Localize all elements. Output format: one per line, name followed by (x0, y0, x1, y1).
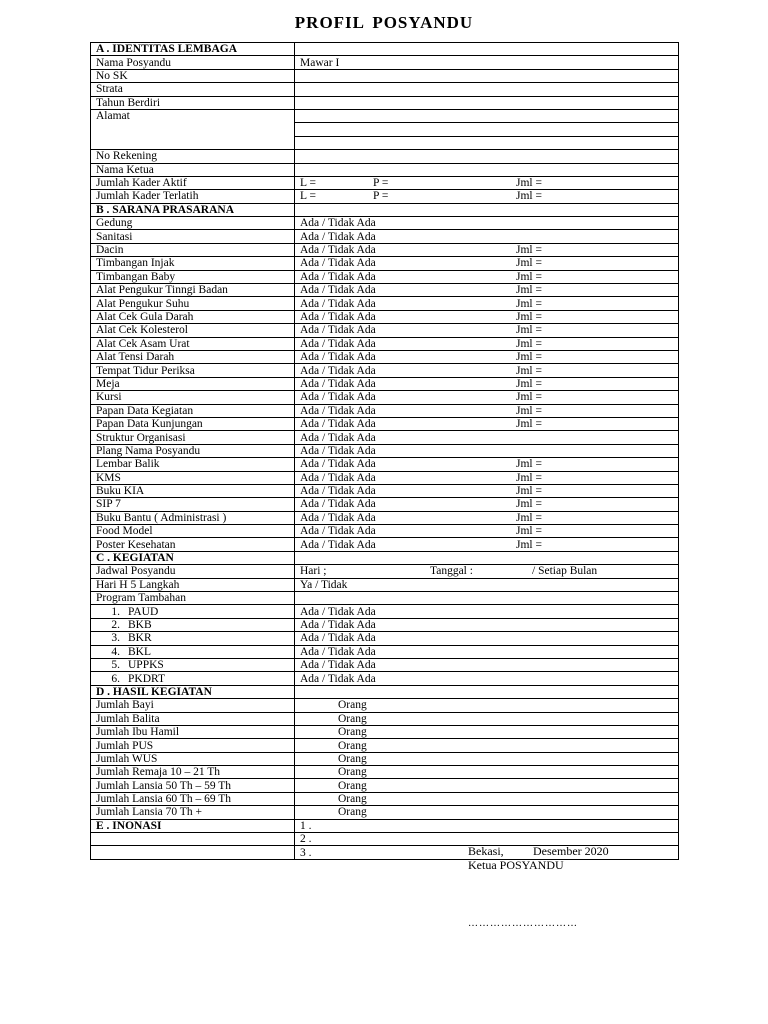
sarana-ada-tidak-ada: Ada / Tidak Ada (300, 511, 376, 524)
table-row (91, 458, 679, 471)
inovasi-item-2[interactable]: 2 . (295, 833, 679, 846)
sarana-ada-tidak-ada: Ada / Tidak Ada (300, 377, 376, 390)
table-row (91, 725, 679, 738)
sarana-item-value[interactable] (295, 270, 679, 283)
sarana-jml: Jml = (516, 377, 542, 390)
no-sk-label: No SK (91, 69, 295, 82)
program-number: 1. (111, 605, 120, 618)
table-row (91, 618, 679, 631)
sarana-item-label: Alat Cek Asam Urat (91, 337, 295, 350)
table-row (91, 417, 679, 430)
table-row (91, 484, 679, 497)
sarana-item-value[interactable] (295, 310, 679, 323)
no-rekening-value[interactable] (295, 150, 679, 163)
table-row (91, 176, 679, 189)
table-row (91, 96, 679, 109)
table-row (91, 364, 679, 377)
sarana-jml: Jml = (516, 525, 542, 538)
page-title: PROFIL POSYANDU (294, 13, 474, 32)
hari-h5-label: Hari H 5 Langkah (91, 578, 295, 591)
program-item-value[interactable]: Ada / Tidak Ada (295, 672, 679, 685)
program-item-label (91, 618, 295, 631)
hasil-item-value[interactable] (295, 725, 679, 738)
hasil-unit-orang: Orang (338, 779, 367, 792)
sarana-item-label: Alat Cek Kolesterol (91, 324, 295, 337)
alamat-value-2[interactable] (295, 123, 679, 136)
sarana-jml: Jml = (516, 498, 542, 511)
sarana-item-value[interactable] (295, 284, 679, 297)
sarana-item-label: Alat Pengukur Tinngi Badan (91, 284, 295, 297)
section-d-header: D . HASIL KEGIATAN (91, 685, 295, 698)
hasil-item-label: Jumlah Lansia 70 Th + (91, 806, 295, 819)
signature-place: Bekasi, (468, 844, 504, 858)
program-name: BKR (128, 632, 152, 645)
hasil-item-value[interactable] (295, 752, 679, 765)
signature-date: Desember 2020 (533, 844, 609, 858)
strata-label: Strata (91, 83, 295, 96)
table-row (91, 190, 679, 203)
signature-place-date (468, 844, 609, 858)
hasil-item-value[interactable] (295, 806, 679, 819)
sarana-item-value[interactable] (295, 324, 679, 337)
sarana-item-label: Meja (91, 377, 295, 390)
sarana-ada-tidak-ada: Ada / Tidak Ada (300, 458, 376, 471)
sarana-item-label: Gedung (91, 217, 295, 230)
kader-aktif-value[interactable] (295, 176, 679, 189)
sarana-item-label: Alat Tensi Darah (91, 350, 295, 363)
table-row (91, 243, 679, 256)
hasil-item-value[interactable] (295, 779, 679, 792)
sarana-item-label: Kursi (91, 391, 295, 404)
table-row (91, 739, 679, 752)
program-item-label (91, 658, 295, 671)
sarana-ada-tidak-ada: Ada / Tidak Ada (300, 337, 376, 350)
table-row (91, 163, 679, 176)
no-rekening-label: No Rekening (91, 150, 295, 163)
table-row (91, 471, 679, 484)
sarana-item-label: Poster Kesehatan (91, 538, 295, 551)
sarana-item-value[interactable] (295, 364, 679, 377)
kader-aktif-p: P = (373, 177, 389, 190)
program-number: 5. (111, 659, 120, 672)
sarana-jml: Jml = (516, 404, 542, 417)
hasil-unit-orang: Orang (338, 726, 367, 739)
table-row (91, 310, 679, 323)
section-e-header-row (91, 819, 679, 832)
hasil-item-label: Jumlah Ibu Hamil (91, 725, 295, 738)
table-row (91, 779, 679, 792)
program-name: PAUD (128, 605, 159, 618)
table-row (91, 752, 679, 765)
jadwal-tanggal: Tanggal : (430, 565, 473, 578)
sarana-jml: Jml = (516, 364, 542, 377)
table-row (91, 511, 679, 524)
sarana-ada-tidak-ada: Ada / Tidak Ada (300, 538, 376, 551)
inovasi-item-3[interactable]: 3 . (295, 846, 679, 859)
table-row (91, 324, 679, 337)
sarana-ada-tidak-ada: Ada / Tidak Ada (300, 217, 376, 230)
hasil-item-value[interactable] (295, 712, 679, 725)
hasil-item-label: Jumlah PUS (91, 739, 295, 752)
sarana-ada-tidak-ada: Ada / Tidak Ada (300, 471, 376, 484)
section-e-header: E . INONASI (91, 819, 295, 832)
hasil-item-value[interactable] (295, 739, 679, 752)
sarana-jml: Jml = (516, 485, 542, 498)
kader-aktif-l: L = (300, 177, 316, 190)
table-row (91, 792, 679, 805)
sarana-item-label: Food Model (91, 525, 295, 538)
table-row (91, 404, 679, 417)
sarana-jml: Jml = (516, 297, 542, 310)
tahun-berdiri-value[interactable] (295, 96, 679, 109)
hasil-item-value[interactable] (295, 699, 679, 712)
sarana-ada-tidak-ada: Ada / Tidak Ada (300, 485, 376, 498)
table-row (91, 672, 679, 685)
table-row (91, 217, 679, 230)
hasil-item-label: Jumlah Bayi (91, 699, 295, 712)
kader-terlatih-l: L = (300, 190, 316, 203)
program-item-label (91, 632, 295, 645)
table-row (91, 565, 679, 578)
sarana-item-label: Lembar Balik (91, 458, 295, 471)
nama-posyandu-value[interactable]: Mawar I (295, 56, 679, 69)
table-row (91, 150, 679, 163)
nama-ketua-value[interactable] (295, 163, 679, 176)
sarana-ada-tidak-ada: Ada / Tidak Ada (300, 230, 376, 243)
section-c-header-row (91, 551, 679, 564)
hasil-unit-orang: Orang (338, 699, 367, 712)
sarana-ada-tidak-ada: Ada / Tidak Ada (300, 324, 376, 337)
section-a-header-row (91, 43, 679, 56)
sarana-item-label: Papan Data Kunjungan (91, 417, 295, 430)
sarana-jml: Jml = (516, 270, 542, 283)
sarana-item-value[interactable] (295, 417, 679, 430)
table-row (91, 658, 679, 671)
program-item-value[interactable]: Ada / Tidak Ada (295, 658, 679, 671)
kader-terlatih-value[interactable] (295, 190, 679, 203)
sarana-item-value[interactable] (295, 337, 679, 350)
sarana-item-value[interactable] (295, 377, 679, 390)
program-item-label (91, 672, 295, 685)
sarana-item-label: Dacin (91, 243, 295, 256)
inovasi-item-1[interactable]: 1 . (295, 819, 679, 832)
sarana-item-value[interactable] (295, 458, 679, 471)
table-row (91, 83, 679, 96)
no-sk-value[interactable] (295, 69, 679, 82)
hasil-item-value[interactable] (295, 792, 679, 805)
jadwal-posyandu-label: Jadwal Posyandu (91, 565, 295, 578)
sarana-item-value[interactable] (295, 484, 679, 497)
tahun-berdiri-label: Tahun Berdiri (91, 96, 295, 109)
sarana-jml: Jml = (516, 458, 542, 471)
sarana-jml: Jml = (516, 257, 542, 270)
sarana-item-label: SIP 7 (91, 498, 295, 511)
sarana-item-label: Alat Pengukur Suhu (91, 297, 295, 310)
hasil-item-label: Jumlah WUS (91, 752, 295, 765)
sarana-ada-tidak-ada: Ada / Tidak Ada (300, 404, 376, 417)
sarana-item-label: Papan Data Kegiatan (91, 404, 295, 417)
program-name: BKL (128, 645, 151, 658)
hasil-unit-orang: Orang (338, 806, 367, 819)
program-number: 4. (111, 645, 120, 658)
kader-aktif-label: Jumlah Kader Aktif (91, 176, 295, 189)
sarana-ada-tidak-ada: Ada / Tidak Ada (300, 525, 376, 538)
alamat-value-3[interactable] (295, 136, 679, 149)
program-name: UPPKS (128, 659, 164, 672)
table-row (91, 699, 679, 712)
nama-ketua-label: Nama Ketua (91, 163, 295, 176)
hari-h5-value[interactable]: Ya / Tidak (295, 578, 679, 591)
sarana-ada-tidak-ada: Ada / Tidak Ada (300, 391, 376, 404)
program-item-value[interactable]: Ada / Tidak Ada (295, 618, 679, 631)
sarana-item-value[interactable] (295, 471, 679, 484)
table-row (91, 337, 679, 350)
table-row (91, 498, 679, 511)
sarana-item-label: Buku Bantu ( Administrasi ) (91, 511, 295, 524)
table-row (91, 766, 679, 779)
section-b-header-row (91, 203, 679, 216)
program-number: 2. (111, 618, 120, 631)
sarana-item-value[interactable] (295, 525, 679, 538)
sarana-ada-tidak-ada: Ada / Tidak Ada (300, 284, 376, 297)
sarana-item-label: KMS (91, 471, 295, 484)
sarana-ada-tidak-ada: Ada / Tidak Ada (300, 498, 376, 511)
sarana-ada-tidak-ada: Ada / Tidak Ada (300, 444, 376, 457)
section-d-header-row (91, 685, 679, 698)
sarana-item-value[interactable] (295, 350, 679, 363)
sarana-item-value[interactable] (295, 538, 679, 551)
sarana-ada-tidak-ada: Ada / Tidak Ada (300, 364, 376, 377)
alamat-value-1[interactable] (295, 109, 679, 122)
sarana-ada-tidak-ada: Ada / Tidak Ada (300, 257, 376, 270)
hasil-unit-orang: Orang (338, 739, 367, 752)
program-name: BKB (128, 618, 152, 631)
section-a-header: A . IDENTITAS LEMBAGA (91, 43, 295, 56)
sarana-item-value[interactable] (295, 431, 679, 444)
sarana-item-label: Alat Cek Gula Darah (91, 310, 295, 323)
sarana-item-value[interactable] (295, 297, 679, 310)
table-row (91, 538, 679, 551)
kader-terlatih-jml: Jml = (516, 190, 542, 203)
sarana-item-value[interactable] (295, 498, 679, 511)
sarana-jml: Jml = (516, 538, 542, 551)
sarana-ada-tidak-ada: Ada / Tidak Ada (300, 418, 376, 431)
sarana-item-label: Timbangan Injak (91, 257, 295, 270)
sarana-jml: Jml = (516, 511, 542, 524)
sarana-item-value[interactable] (295, 444, 679, 457)
program-number: 6. (111, 672, 120, 685)
table-row (91, 712, 679, 725)
program-item-label (91, 645, 295, 658)
nama-posyandu-label: Nama Posyandu (91, 56, 295, 69)
table-row (91, 645, 679, 658)
table-row (91, 592, 679, 605)
sarana-ada-tidak-ada: Ada / Tidak Ada (300, 297, 376, 310)
table-row (91, 69, 679, 82)
program-item-value[interactable]: Ada / Tidak Ada (295, 632, 679, 645)
section-b-header: B . SARANA PRASARANA (91, 203, 295, 216)
table-row (91, 377, 679, 390)
sarana-jml: Jml = (516, 324, 542, 337)
sarana-item-value[interactable] (295, 404, 679, 417)
sarana-jml: Jml = (516, 391, 542, 404)
table-row (91, 297, 679, 310)
hasil-item-value[interactable] (295, 766, 679, 779)
table-row (91, 632, 679, 645)
hasil-item-label: Jumlah Remaja 10 – 21 Th (91, 766, 295, 779)
sarana-ada-tidak-ada: Ada / Tidak Ada (300, 244, 376, 257)
sarana-ada-tidak-ada: Ada / Tidak Ada (300, 311, 376, 323)
sarana-jml: Jml = (516, 337, 542, 350)
sarana-item-label: Timbangan Baby (91, 270, 295, 283)
table-row (91, 431, 679, 444)
program-item-value[interactable]: Ada / Tidak Ada (295, 645, 679, 658)
jadwal-bulan: / Setiap Bulan (532, 565, 598, 578)
sarana-item-value[interactable] (295, 511, 679, 524)
jadwal-posyandu-value[interactable] (295, 565, 679, 578)
table-row (91, 806, 679, 819)
program-item-value[interactable]: Ada / Tidak Ada (295, 605, 679, 618)
sarana-item-value[interactable] (295, 257, 679, 270)
hasil-item-label: Jumlah Balita (91, 712, 295, 725)
table-row (91, 605, 679, 618)
section-c-header: C . KEGIATAN (91, 551, 295, 564)
signature-line[interactable]: ………………………… (468, 918, 578, 929)
hasil-unit-orang: Orang (338, 793, 367, 806)
table-row (91, 257, 679, 270)
kader-terlatih-label: Jumlah Kader Terlatih (91, 190, 295, 203)
sarana-jml: Jml = (516, 311, 542, 323)
kader-terlatih-p: P = (373, 190, 389, 203)
table-row (91, 284, 679, 297)
hasil-unit-orang: Orang (338, 766, 367, 779)
jadwal-hari: Hari ; (300, 565, 327, 578)
table-row (91, 578, 679, 591)
hasil-unit-orang: Orang (338, 712, 367, 725)
sarana-item-label: Struktur Organisasi (91, 431, 295, 444)
kader-aktif-jml: Jml = (516, 177, 542, 190)
table-row (91, 350, 679, 363)
sarana-item-label: Sanitasi (91, 230, 295, 243)
hasil-unit-orang: Orang (338, 752, 367, 765)
sarana-jml: Jml = (516, 418, 542, 431)
hasil-item-label: Jumlah Lansia 60 Th – 69 Th (91, 792, 295, 805)
table-row (91, 391, 679, 404)
signature-role: Ketua POSYANDU (468, 858, 564, 872)
sarana-item-label: Tempat Tidur Periksa (91, 364, 295, 377)
sarana-jml: Jml = (516, 244, 542, 257)
program-item-label (91, 605, 295, 618)
sarana-item-value[interactable] (295, 217, 679, 230)
sarana-ada-tidak-ada: Ada / Tidak Ada (300, 270, 376, 283)
program-tambahan-label: Program Tambahan (91, 592, 295, 605)
alamat-label: Alamat (91, 109, 295, 149)
sarana-item-value[interactable] (295, 230, 679, 243)
table-row (91, 525, 679, 538)
sarana-jml: Jml = (516, 351, 542, 364)
profile-form-table (90, 42, 679, 860)
sarana-item-label: Plang Nama Posyandu (91, 444, 295, 457)
sarana-jml: Jml = (516, 284, 542, 297)
table-row (91, 444, 679, 457)
table-row (91, 56, 679, 69)
strata-value[interactable] (295, 83, 679, 96)
program-name: PKDRT (128, 672, 166, 685)
sarana-ada-tidak-ada: Ada / Tidak Ada (300, 351, 376, 364)
program-number: 3. (111, 632, 120, 645)
sarana-item-label: Buku KIA (91, 484, 295, 497)
sarana-item-value[interactable] (295, 391, 679, 404)
table-row (91, 270, 679, 283)
table-row (91, 109, 679, 122)
sarana-item-value[interactable] (295, 243, 679, 256)
sarana-jml: Jml = (516, 471, 542, 484)
table-row (91, 230, 679, 243)
hasil-item-label: Jumlah Lansia 50 Th – 59 Th (91, 779, 295, 792)
sarana-ada-tidak-ada: Ada / Tidak Ada (300, 431, 376, 444)
